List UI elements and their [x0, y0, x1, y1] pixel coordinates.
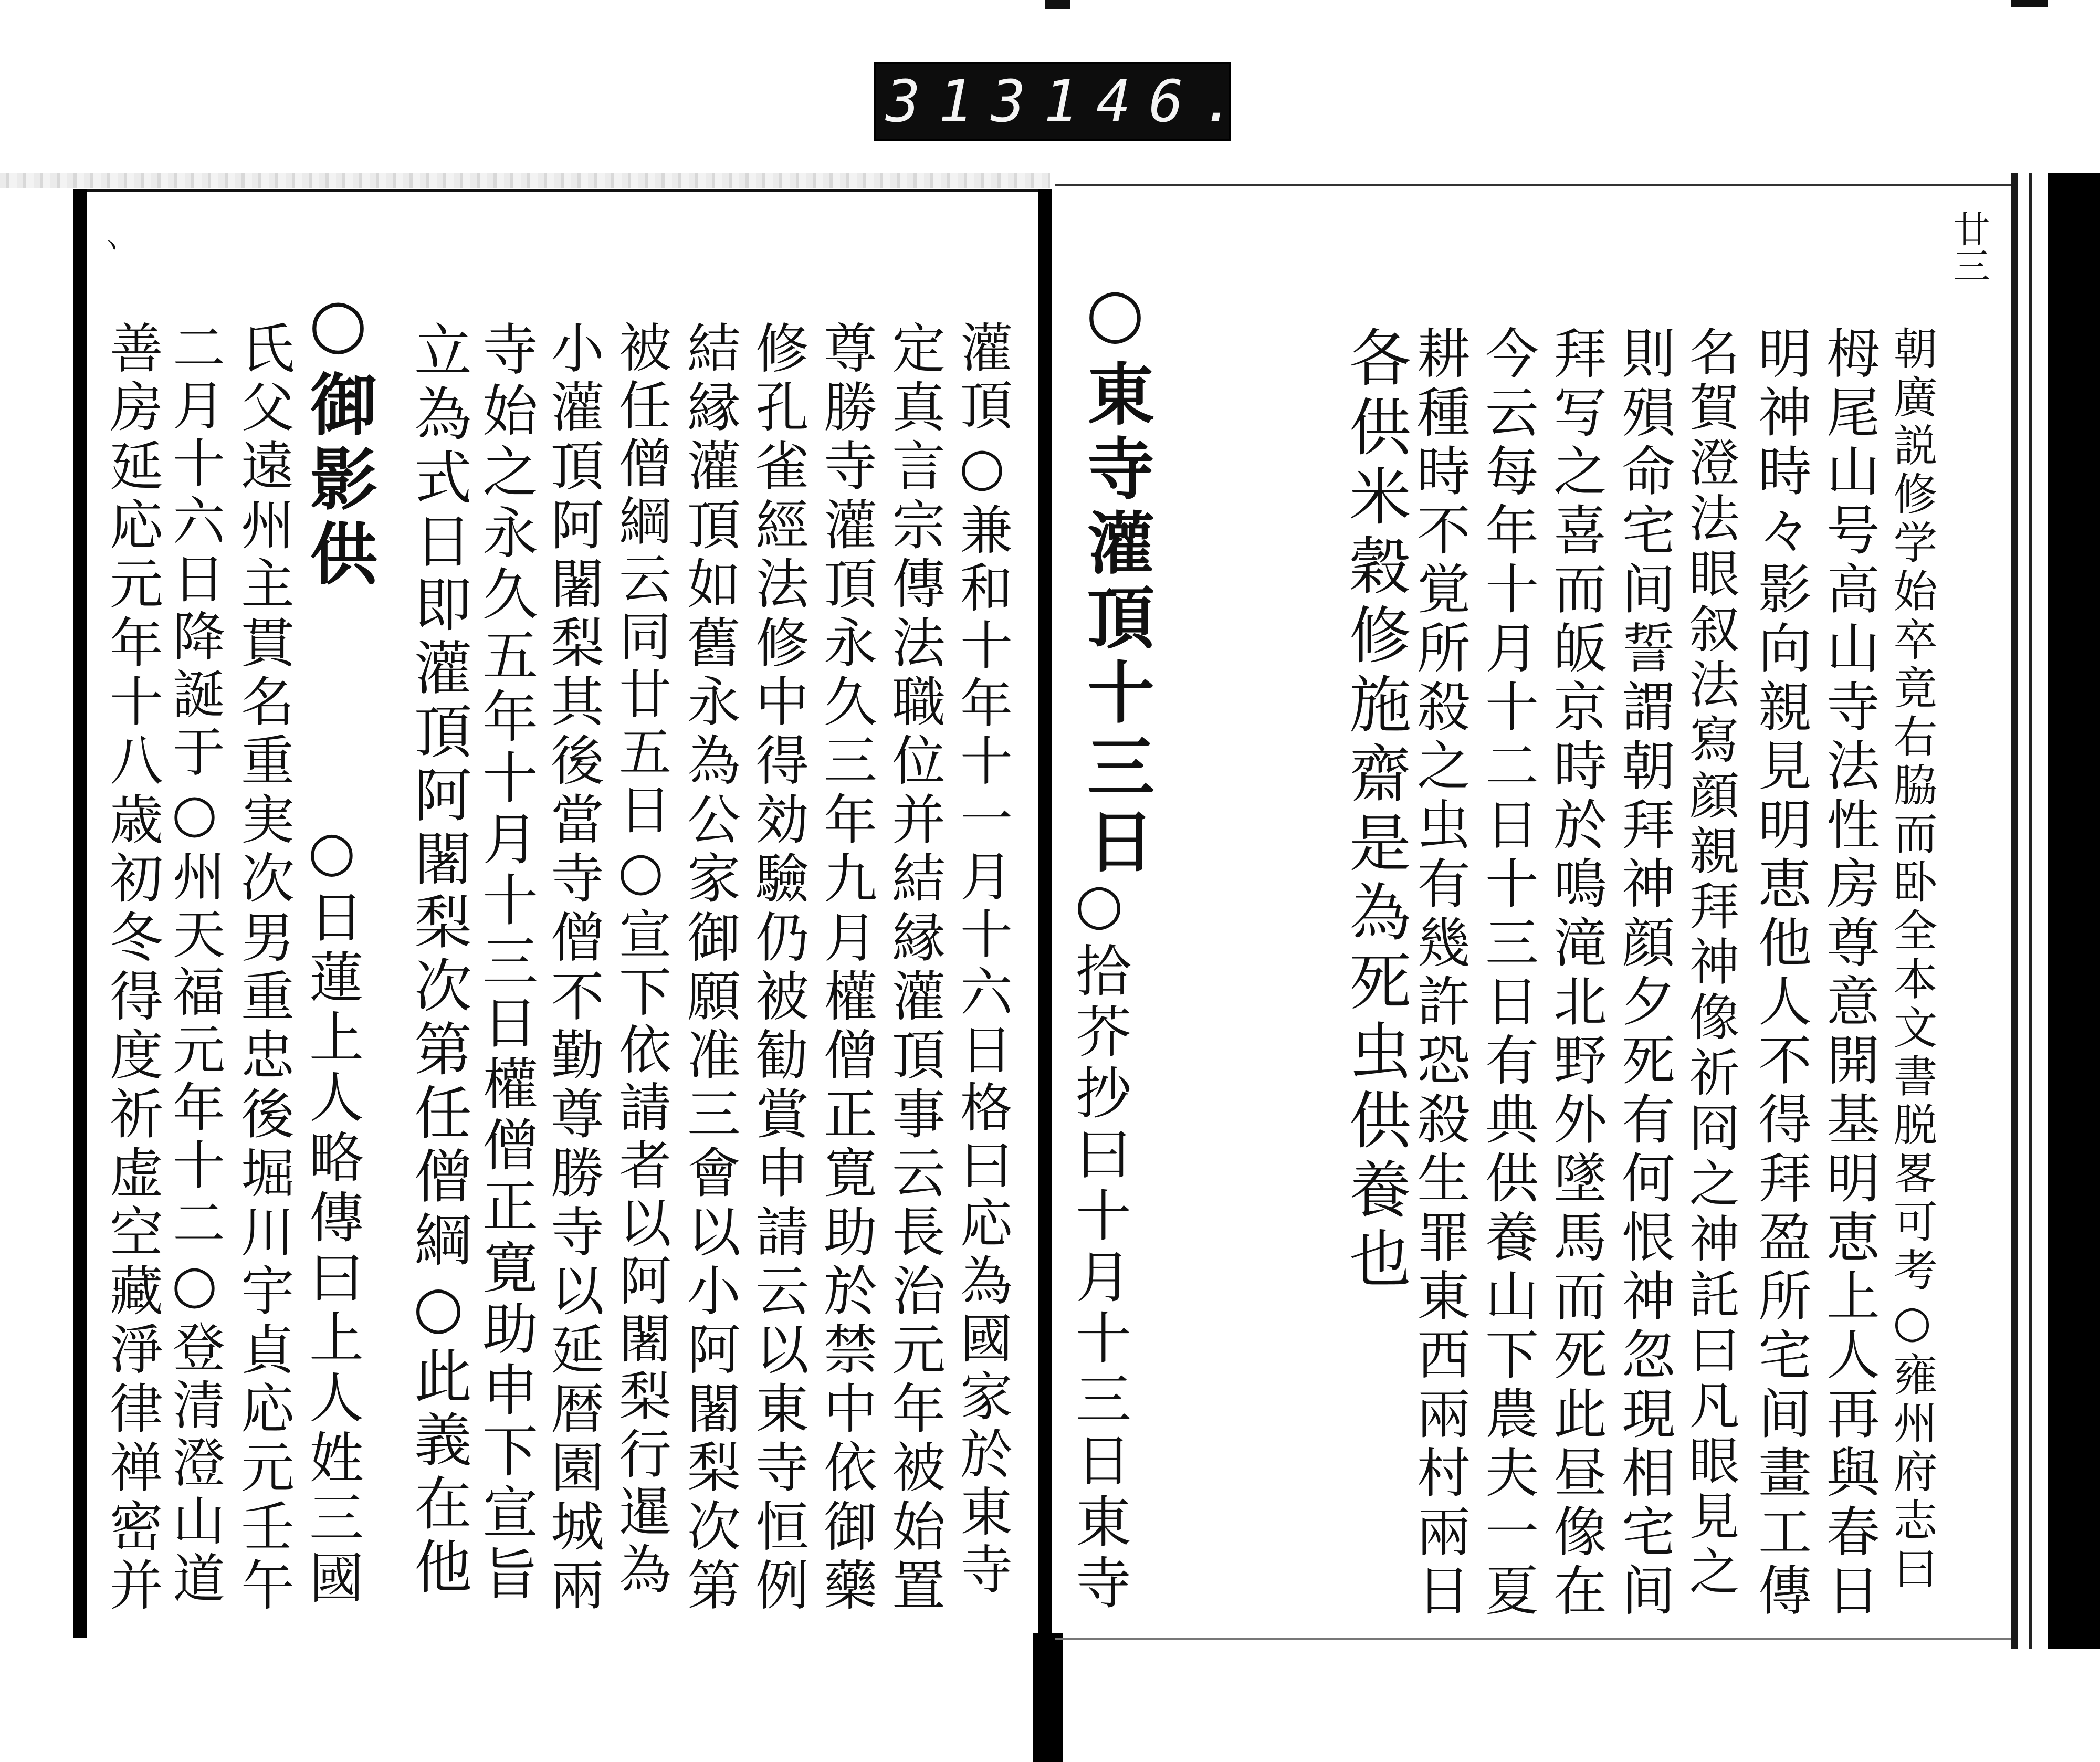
left-page-column-7: 小灌頂阿闍梨其後當寺僧不勤尊勝寺以延暦園城兩 [542, 320, 604, 1617]
left-page-heading: ○御影供 [299, 284, 377, 593]
right-page-column-4: 名賀澄法眼叙法寫顔親拜神像祈冏之神託曰凡眼見之 [1681, 326, 1740, 1601]
left-page-column-3: 尊勝寺灌頂永久三年九月權僧正寛助於禁中依御藥 [815, 320, 877, 1617]
page-number: 廿三 [1947, 210, 1990, 284]
left-page-border [74, 189, 87, 1638]
left-page-top-rule [74, 189, 1040, 192]
right-page-edge [2011, 173, 2100, 1649]
left-page-column-8: 寺始之永久五年十月十三日權僧正寛助申下宣旨 [474, 320, 538, 1606]
right-page-column-5: 則殞命宅间誓謂朝拜神顔夕死有何恨神忽現相宅间 [1613, 326, 1675, 1622]
book-gutter-foot [1033, 1633, 1063, 1762]
folio-label [874, 62, 1254, 141]
left-page-column-11: 氏父遠州主貫名重実次男重忠後堀川宇貞応元壬午 [232, 320, 295, 1617]
folio-label-right: 146. [1043, 68, 1254, 135]
folio-label-left: 313 [886, 68, 1044, 135]
scan-header-band [0, 173, 1050, 188]
margin-mark: ヽ [99, 230, 124, 260]
right-page-column-7: 今云每年十月十二日十三日有典供養山下農夫一夏 [1476, 326, 1539, 1622]
section-heading: ○東寺灌頂十三日 [1076, 273, 1154, 881]
left-page-column-9: 立為式日即灌頂阿闍梨次第任僧綱○此義在他 [405, 320, 472, 1600]
left-page-column-2: 定真言宗傳法職位并結縁灌頂事云長治元年被始置 [883, 320, 946, 1617]
left-page-column-10: ○日蓮上人略傳曰上人姓三國 [300, 819, 364, 1610]
left-page-column-6: 被任僧綱云同廿五日○宣下依請者以阿闍梨行暹為 [610, 320, 671, 1600]
left-page-column-5: 結縁灌頂如舊永為公家御願准三會以小阿闍梨次第 [678, 320, 741, 1617]
right-page-column-2: 栂尾山号高山寺法性房尊意開基明恵上人再與春日 [1818, 326, 1880, 1622]
right-page-bottom-rule [1055, 1638, 2016, 1640]
left-page-column-13: 善房延応元年十八歳初冬得度祈虚空藏淨律禅密并 [101, 320, 163, 1617]
right-page-column-3: 明神時々影向親見明恵他人不得拜盈所宅间畫工傳 [1749, 326, 1812, 1622]
left-page-column-4: 修孔雀經法修中得効驗仍被勧賞申請云以東寺恒例 [747, 320, 809, 1617]
left-page-column-12: 二月十六日降誕于○州天福元年十二○登清澄山道 [164, 320, 225, 1609]
right-page-column-1: 朝廣説修学始卒竟右脇而卧全本文書脱畧可考○雍州府志曰 [1886, 326, 1938, 1595]
right-page-column-9: 各供米穀修施齋是為死虫供養也 [1339, 326, 1411, 1296]
right-page-column-6: 拜写之喜而皈京時於鳴滝北野外墜馬而死此昼像在 [1545, 326, 1607, 1622]
book-gutter [1038, 189, 1052, 1762]
right-page-column-8: 耕種時不覚所殺之虫有幾許恐殺生罪東西兩村兩日 [1408, 326, 1471, 1622]
right-page-top-rule [1055, 184, 2016, 186]
top-scan-mark-left [1045, 0, 1070, 9]
section-note: ○拾芥抄曰十月十三日東寺 [1067, 872, 1131, 1616]
top-scan-mark-right [2011, 0, 2048, 7]
left-page-column-1: 灌頂○兼和十年十一月十六日格曰応為國家於東寺 [951, 320, 1013, 1600]
